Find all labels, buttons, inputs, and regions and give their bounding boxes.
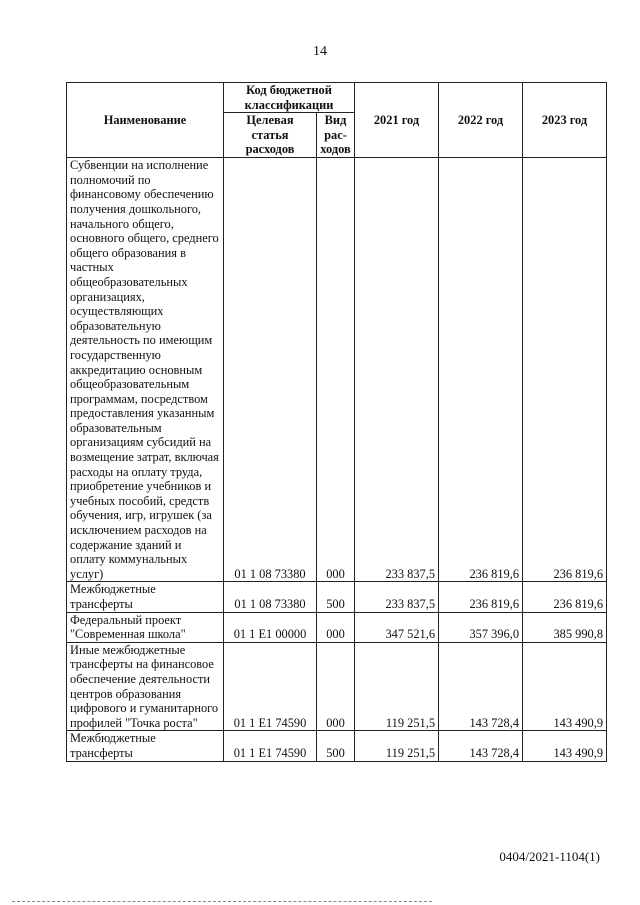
row-value-2023: 236 819,6: [523, 158, 607, 582]
row-expense-type: 500: [317, 582, 355, 612]
row-target-code: 01 1 E1 74590: [224, 731, 317, 761]
header-code-group: Код бюджетной классификации: [224, 83, 355, 113]
table-row: [67, 731, 607, 761]
header-name: Наименование: [67, 83, 224, 158]
row-target-code: 01 1 08 73380: [224, 582, 317, 612]
row-value-2023: 143 490,9: [523, 642, 607, 731]
bottom-divider: [12, 901, 432, 902]
row-value-2021: 119 251,5: [355, 731, 439, 761]
header-expense-type: Вид рас-ходов: [317, 113, 355, 158]
row-value-2021: 347 521,6: [355, 612, 439, 642]
row-name: Федеральный проект "Современная школа": [67, 612, 224, 642]
row-expense-type: 000: [317, 158, 355, 582]
row-expense-type: 000: [317, 612, 355, 642]
table-row: [67, 582, 607, 612]
header-2023: 2023 год: [523, 83, 607, 158]
row-value-2022: 357 396,0: [439, 612, 523, 642]
row-expense-type: 500: [317, 731, 355, 761]
table-row: [67, 642, 607, 731]
row-name: Иные межбюджетные трансферты на финансовое обеспечение деятельности центров образования цифрового и гуманитарного профилей "Точка роста": [67, 642, 224, 731]
header-2022: 2022 год: [439, 83, 523, 158]
row-value-2023: 385 990,8: [523, 612, 607, 642]
table-header: [67, 83, 607, 158]
row-value-2022: 236 819,6: [439, 582, 523, 612]
row-target-code: 01 1 08 73380: [224, 158, 317, 582]
document-code: 0404/2021-1104(1): [499, 849, 600, 864]
header-target-article: Целевая статья расходов: [224, 113, 317, 158]
row-name: Субвенции на исполнение полномочий по финансовому обеспечению получения дошкольного, начального общего, основного общего, среднего общего образования в частных общеобразовательных организациях, осуществляющих образовательную деятельность по имеющим государственную аккредитацию основным общеобразовательным программам, посредством предоставления указанным образовательным организациям субсидий на возмещение затрат, включая расходы на оплату труда, приобретение учебников и учебных пособий, средств обучения, игр, игрушек (за исключением расходов на содержание зданий и оплату коммунальных услуг): [67, 158, 224, 582]
row-value-2021: 119 251,5: [355, 642, 439, 731]
row-value-2022: 143 728,4: [439, 642, 523, 731]
row-value-2021: 233 837,5: [355, 582, 439, 612]
page-number: 14: [313, 44, 327, 59]
row-value-2023: 236 819,6: [523, 582, 607, 612]
header-2021: 2021 год: [355, 83, 439, 158]
budget-table: [66, 82, 607, 762]
table-row: [67, 158, 607, 582]
row-expense-type: 000: [317, 642, 355, 731]
row-name: Межбюджетные трансферты: [67, 582, 224, 612]
row-value-2022: 236 819,6: [439, 158, 523, 582]
row-target-code: 01 1 E1 00000: [224, 612, 317, 642]
row-value-2023: 143 490,9: [523, 731, 607, 761]
row-value-2022: 143 728,4: [439, 731, 523, 761]
row-name: Межбюджетные трансферты: [67, 731, 224, 761]
table-row: [67, 612, 607, 642]
row-value-2021: 233 837,5: [355, 158, 439, 582]
row-target-code: 01 1 E1 74590: [224, 642, 317, 731]
